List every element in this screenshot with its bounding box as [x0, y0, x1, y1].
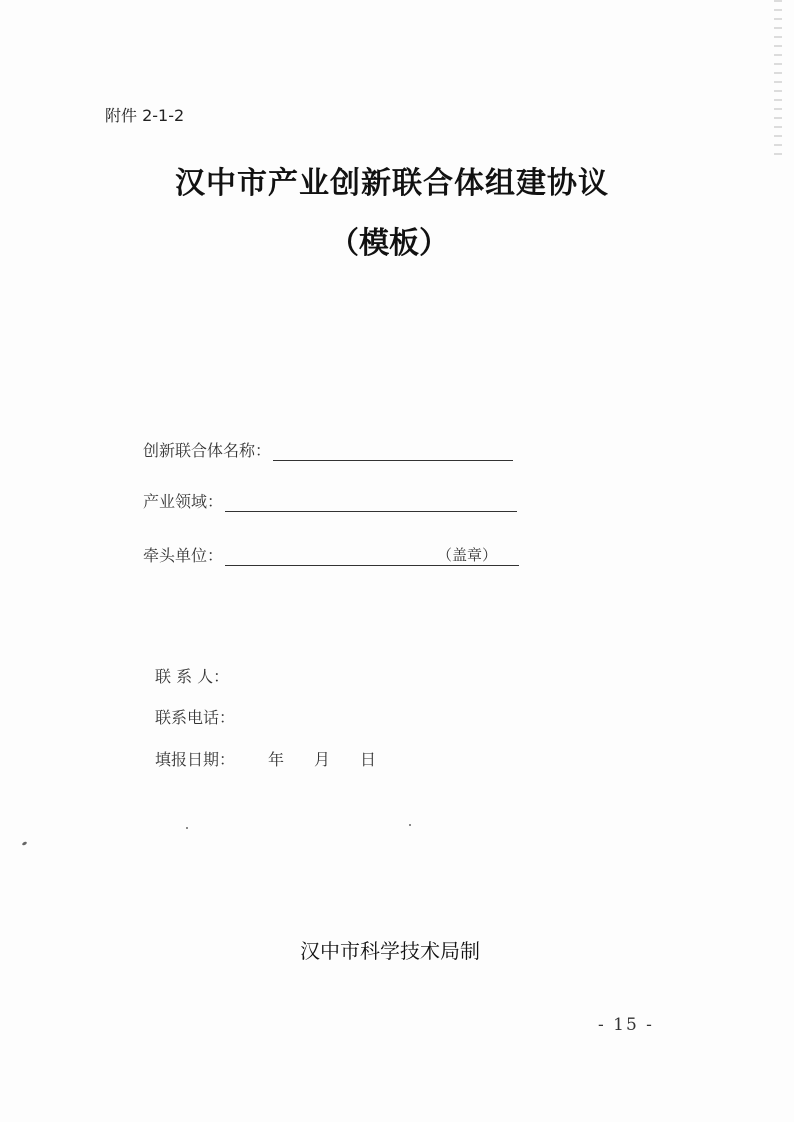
- industry-field-label: 产业领域：: [143, 492, 224, 511]
- date-year: 年: [268, 750, 285, 769]
- fill-date-label: 填报日期：: [155, 750, 236, 769]
- contact-person-label: 联 系 人：: [155, 667, 230, 686]
- industry-field-row: [143, 489, 517, 512]
- issuer-footer-text: 汉中市科学技术局制: [300, 939, 480, 963]
- lead-unit-label: 牵头单位：: [143, 546, 224, 565]
- page-number: - 15 -: [598, 1015, 654, 1035]
- scan-edge-marks: [774, 0, 782, 160]
- scan-speck: [22, 841, 28, 846]
- document-title-text: 汉中市产业创新联合体组建协议: [175, 166, 609, 201]
- attachment-label: 附件 2-1-2: [105, 106, 185, 125]
- consortium-name-line[interactable]: [273, 440, 513, 461]
- document-subtitle: [0, 218, 794, 262]
- lead-unit-line[interactable]: [225, 545, 519, 566]
- seal-note: （盖章）: [437, 546, 498, 564]
- document-title: [0, 158, 794, 202]
- consortium-name-label: 创新联合体名称：: [143, 441, 272, 460]
- consortium-name-row: [143, 438, 513, 461]
- date-day: 日: [360, 750, 377, 769]
- scan-speck: [186, 827, 188, 829]
- document-subtitle-text: （模板）: [329, 226, 449, 261]
- issuer-footer: [0, 935, 794, 964]
- lead-unit-row: [143, 543, 519, 566]
- industry-field-line[interactable]: [225, 491, 517, 512]
- contact-phone-label: 联系电话：: [155, 708, 236, 727]
- scan-speck: [409, 824, 411, 826]
- date-month: 月: [314, 750, 331, 769]
